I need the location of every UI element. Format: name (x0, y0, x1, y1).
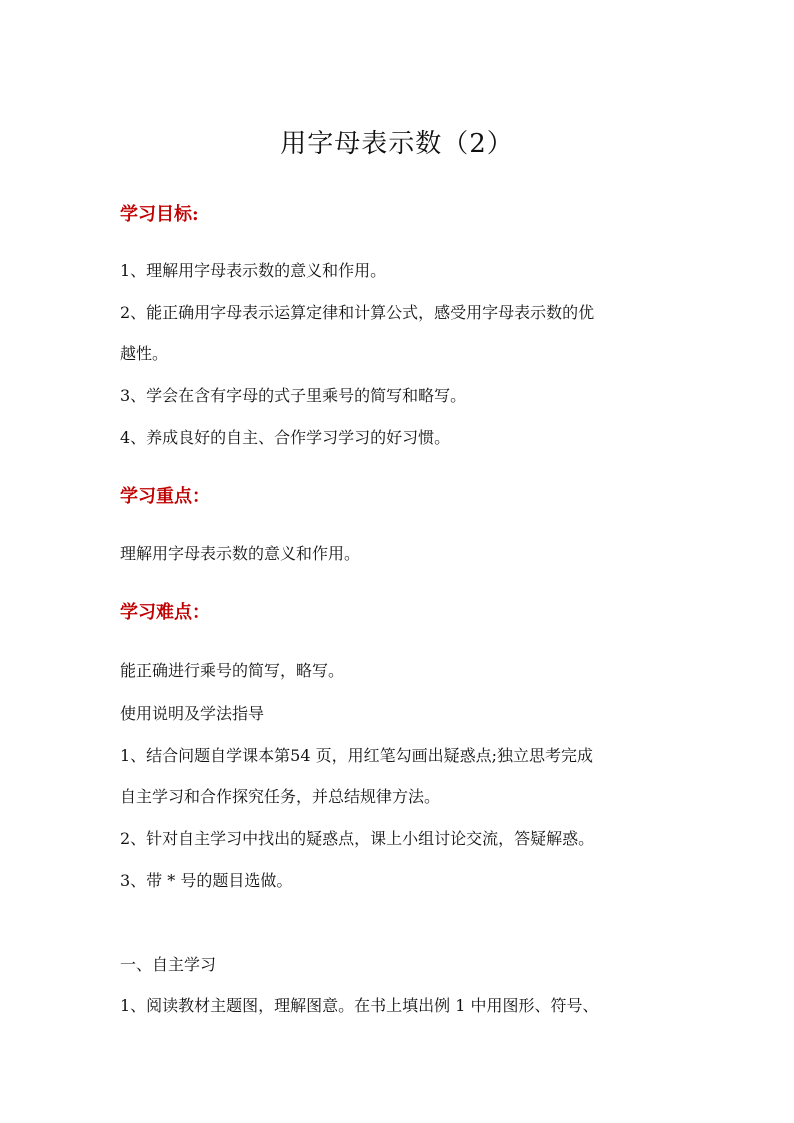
document-title: 用字母表示数（2） (280, 129, 514, 159)
difficulties-text: 能正确进行乘号的简写，略写。 (120, 661, 345, 680)
key-points-text: 理解用字母表示数的意义和作用。 (120, 544, 361, 563)
instruction-item-2: 2、针对自主学习中找出的疑惑点，课上小组讨论交流，答疑解惑。 (120, 829, 595, 848)
objective-item-2-continued: 越性。 (120, 344, 169, 363)
instruction-item-3: 3、带 * 号的题目选做。 (120, 871, 293, 890)
self-study-heading: 一、自主学习 (120, 955, 217, 974)
objective-item-4: 4、养成良好的自主、合作学习学习的好习惯。 (120, 428, 451, 447)
objective-item-3: 3、学会在含有字母的式子里乘号的简写和略写。 (120, 386, 467, 405)
instruction-item-1: 1、结合问题自学课本第54 页，用红笔勾画出疑惑点;独立思考完成 (120, 746, 594, 765)
instruction-item-1-continued: 自主学习和合作探究任务，并总结规律方法。 (120, 787, 441, 806)
objectives-heading: 学习目标: (120, 204, 199, 225)
objective-item-2: 2、能正确用字母表示运算定律和计算公式，感受用字母表示数的优 (120, 303, 595, 322)
objective-item-1: 1、理解用字母表示数的意义和作用。 (120, 261, 387, 280)
key-points-heading: 学习重点： (120, 486, 210, 507)
instructions-title: 使用说明及学法指导 (120, 704, 265, 723)
self-study-item-1: 1、阅读教材主题图，理解图意。在书上填出例 1 中用图形、符号、 (120, 996, 599, 1015)
difficulties-heading: 学习难点： (120, 602, 210, 623)
